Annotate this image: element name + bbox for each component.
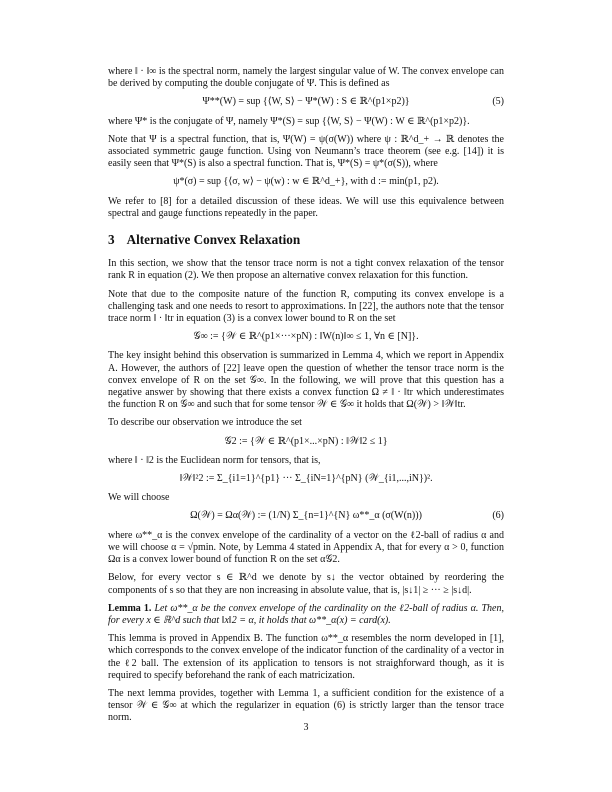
paragraph-describe: To describe our observation we introduce the set — [108, 417, 302, 429]
page-number: 3 — [303, 722, 309, 733]
equation-G-infinity-body: 𝒢∞ := {𝒲 ∈ ℝ^(p1×···×pN) : ‖W(n)‖∞ ≤ 1, ∀n ∈ [N]}. — [193, 331, 419, 343]
section-title: Alternative Convex Relaxation — [126, 232, 301, 248]
equation-6 — [108, 510, 504, 522]
equation-5-number: (5) — [492, 96, 504, 108]
paragraph-lemma-proved: This lemma is proved in Appendix B. The function ω**_α resembles the norm developed in [1], which corresponds to the convex envelope of the indicator function of the cardinality of a vector in the ℓ2 ball. The extension of its application to tensors is not straighforward though, as it is required to specify beforehand the rank of each matricization. — [108, 633, 504, 681]
paragraph-intro: In this section, we show that the tensor trace norm is not a tight convex relaxation of the tensor rank R in equation (2). We then propose an alternative convex relaxation for this function. — [108, 258, 504, 282]
equation-6-body: Ω(𝒲) = Ωα(𝒲) := (1/N) Σ_{n=1}^{N} ω**_α (σ(W(n))) — [190, 510, 422, 522]
section-heading — [108, 234, 504, 246]
equation-G-infinity — [108, 331, 504, 343]
paragraph-key-insight: The key insight behind this observation is summarized in Lemma 4, which we report in Appendix A. However, the authors of [22] leave open the question of whether the tensor trace norm is the convex envelope of R on the set 𝒢∞. In the following, we will prove that this question has a negative answer by showing that there exists a convex function Ω ≠ ‖ · ‖tr which underestimates the function R on 𝒢∞ and such that for some tensor 𝒲 ∈ 𝒢∞ it holds that Ω(𝒲) > ‖𝒲‖tr. — [108, 350, 504, 411]
paragraph-composite: Note that due to the composite nature of the function R, computing its convex envelope is a challenging task and one needs to resort to approximations. In [22], the authors note that the tensor trace norm ‖ · ‖tr in equation (3) is a convex lower bound to R on the set — [108, 288, 504, 325]
equation-5 — [108, 96, 504, 108]
paragraph-euclidean: where ‖ · ‖2 is the Euclidean norm for tensors, that is, — [108, 454, 321, 466]
lemma-1-body: Let ω**_α be the convex envelope of the cardinality on the ℓ2-ball of radius α. Then, for every x ∈ ℝ^d such that ‖x‖2 = α, it holds that ω**_α(x) = card(x). — [108, 602, 504, 626]
lemma-1-head: Lemma 1. — [108, 602, 152, 614]
lemma-1 — [108, 603, 504, 627]
paragraph-reorder: Below, for every vector s ∈ ℝ^d we denote by s↓ the vector obtained by reordering the components of s so that they are non increasing in absolute value, that is, |s↓1| ≥ ··· ≥ |s↓d|. — [108, 572, 504, 596]
equation-psi-body: ψ*(σ) = sup {⟨σ, w⟩ − ψ(w) : w ∈ ℝ^d_+}, with d := min(p1, p2). — [173, 176, 439, 188]
equation-G2-body: 𝒢2 := {𝒲 ∈ ℝ^(p1×...×pN) : ‖𝒲‖2 ≤ 1} — [224, 435, 388, 447]
paragraph-choose: We will choose — [108, 492, 170, 504]
equation-6-number: (6) — [492, 510, 504, 522]
equation-G2 — [108, 436, 504, 448]
paragraph-next-lemma: The next lemma provides, together with Lemma 1, a sufficient condition for the existence of a tensor 𝒲 ∈ 𝒢∞ at which the regularizer in equation (6) is strictly larger than the tensor trace norm. — [108, 687, 504, 724]
paragraph-spectral-norm: where ‖ · ‖∞ is the spectral norm, namely the largest singular value of W. The convex envelope can be derived by computing the double conjugate of Ψ. This is defined as — [108, 66, 504, 90]
paragraph-conjugate: where Ψ* is the conjugate of Ψ, namely Ψ*(S) = sup {⟨W, S⟩ − Ψ(W) : W ∈ ℝ^(p1×p2)}. — [108, 115, 470, 127]
equation-norm-body: ‖𝒲‖²2 := Σ_{i1=1}^{p1} ··· Σ_{iN=1}^{pN} (𝒲_{i1,...,iN})². — [179, 473, 433, 485]
section-number: 3 — [108, 232, 115, 248]
equation-norm — [108, 473, 504, 485]
equation-psi-conjugate — [108, 176, 504, 188]
paragraph-spectral-function: Note that Ψ is a spectral function, that is, Ψ(W) = ψ(σ(W)) where ψ : ℝ^d_+ → ℝ denotes the associated symmetric gauge function. Using von Neumann’s trace theorem (see e.g. [14]) it is easily seen that Ψ*(S) is also a spectral function. That is, Ψ*(S) = ψ*(σ(S)), where — [108, 133, 504, 170]
paragraph-omega-alpha: where ω**_α is the convex envelope of the cardinality of a vector on the ℓ2-ball of radius α and we will choose α = √pmin. Note, by Lemma 4 stated in Appendix A, that for every α > 0, function Ωα is a convex lower bound of function R on the set α𝒢2. — [108, 529, 504, 566]
equation-5-body: Ψ**(W) = sup {⟨W, S⟩ − Ψ*(W) : S ∈ ℝ^(p1×p2)} — [202, 96, 410, 108]
paragraph-refer: We refer to [8] for a detailed discussion of these ideas. We will use this equivalence between spectral and gauge functions repeatedly in the paper. — [108, 195, 504, 219]
